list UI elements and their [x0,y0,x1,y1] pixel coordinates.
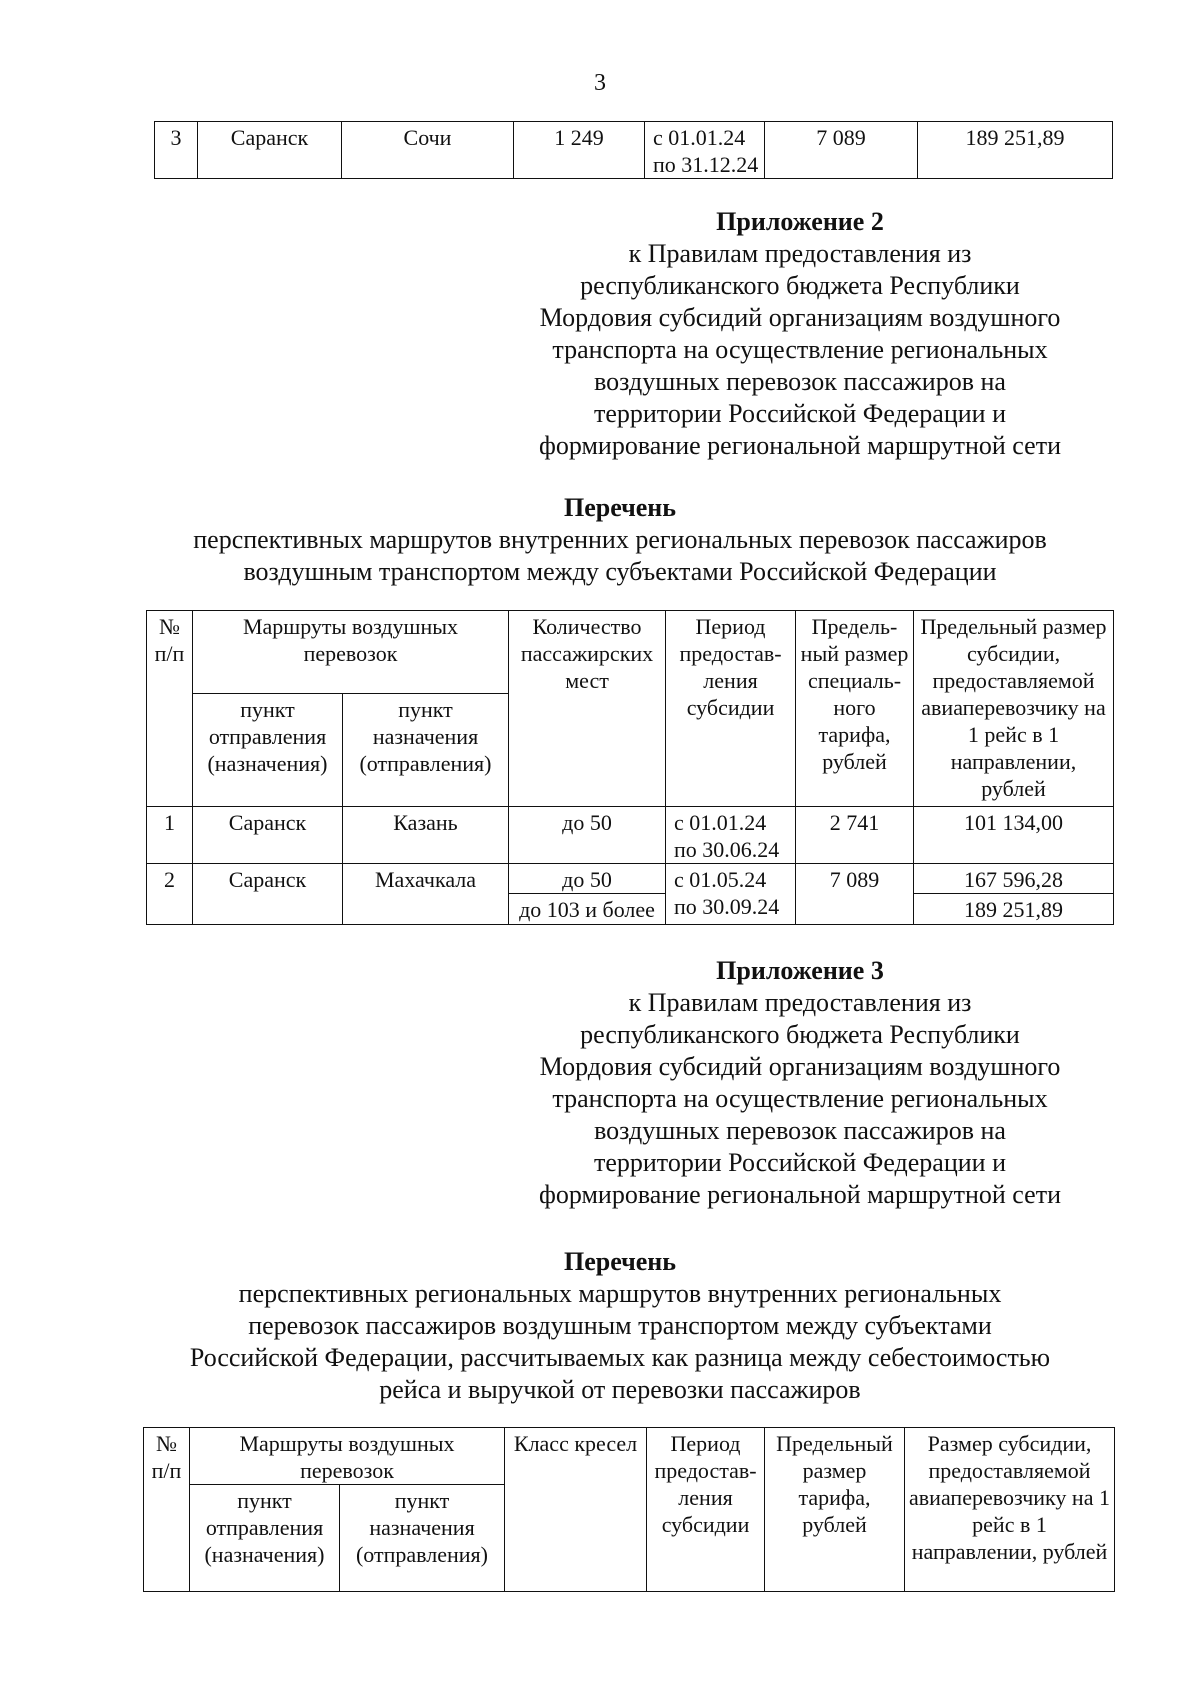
appendix-2-line: территории Российской Федерации и [593,399,1006,428]
cell-tariff: 2 741 [796,807,914,864]
list-3-heading: Перечень [563,1247,677,1276]
header-departure: пункт отправления (назначения) [193,694,343,807]
list-3-line: перевозок пассажиров воздушным транспортом между субъектами [248,1311,992,1340]
table-row [155,122,1113,179]
cell-seats-2: до 103 и более [509,894,666,925]
header-subsidy: Размер субсидии, предоставляемой авиаперевозчику на 1 рейс в 1 направлении, рублей [905,1428,1115,1592]
header-tariff: Предельный размер тарифа, рублей [765,1428,905,1592]
header-routes: Маршруты воздушных перевозок [190,1428,505,1485]
list-2-line: перспективных маршрутов внутренних региональных перевозок пассажиров [193,525,1047,554]
cell-tariff: 7 089 [765,122,918,179]
appendix-3-line: транспорта на осуществление региональных [552,1084,1048,1113]
header-subsidy: Предельный размер субсидии, предоставляемой авиаперевозчику на 1 рейс в 1 направлении, рублей [914,611,1114,807]
cell-no: 1 [147,807,193,864]
list-2-title-block [100,492,1140,588]
cell-no: 3 [155,122,198,179]
cell-period: с 01.01.24 по 30.06.24 [666,807,796,864]
appendix-3-header [500,955,1100,1211]
appendix-3-title: Приложение 3 [716,956,884,985]
cell-seats: до 50 [509,807,666,864]
appendix-2-line: воздушных перевозок пассажиров на [594,367,1006,396]
routes-table-3 [143,1427,1115,1592]
cell-departure: Саранск [193,807,343,864]
cell-destination: Казань [343,807,509,864]
header-row [147,611,1114,694]
continuation-table [154,121,1113,179]
header-destination: пункт назначения (отправления) [343,694,509,807]
cell-subsidy: 101 134,00 [914,807,1114,864]
header-period: Период предостав-ления субсидии [647,1428,765,1592]
routes-table-2 [146,610,1114,925]
appendix-3-line: территории Российской Федерации и [593,1148,1006,1177]
cell-destination: Махачкала [343,864,509,925]
header-seat-class: Класс кресел [505,1428,647,1592]
cell-period: с 01.01.24 по 31.12.24 [645,122,765,179]
cell-subsidy: 167 596,28 [914,864,1114,894]
appendix-2-line: Мордовия субсидий организациям воздушного [539,303,1061,332]
page-number: 3 [594,70,606,96]
table-row [147,864,1114,894]
header-destination: пункт назначения (отправления) [340,1485,505,1592]
header-seats: Количество пассажирских мест [509,611,666,807]
header-row [144,1428,1115,1485]
appendix-2-header [500,206,1100,462]
cell-seats: до 50 [509,864,666,894]
cell-seats: 1 249 [514,122,645,179]
cell-no: 2 [147,864,193,925]
cell-subsidy: 189 251,89 [918,122,1113,179]
appendix-3-line: формирование региональной маршрутной сети [539,1180,1061,1209]
list-3-title-block [100,1246,1140,1406]
header-routes: Маршруты воздушных перевозок [193,611,509,694]
appendix-3-line: республиканского бюджета Республики [580,1020,1020,1049]
appendix-3-line: воздушных перевозок пассажиров на [594,1116,1006,1145]
cell-subsidy-2: 189 251,89 [914,894,1114,925]
appendix-2-line: республиканского бюджета Республики [580,271,1020,300]
list-3-line: рейса и выручкой от перевозки пассажиров [379,1375,861,1404]
header-tariff: Предель-ный размер специаль-ного тарифа, рублей [796,611,914,807]
cell-period: с 01.05.24 по 30.09.24 [666,864,796,925]
table-row [147,807,1114,864]
cell-tariff: 7 089 [796,864,914,925]
header-no: № п/п [147,611,193,807]
header-no: № п/п [144,1428,190,1592]
appendix-2-line: транспорта на осуществление региональных [552,335,1048,364]
list-3-line: Российской Федерации, рассчитываемых как разница между себестоимостью [189,1343,1051,1372]
appendix-2-title: Приложение 2 [716,207,884,236]
list-2-heading: Перечень [563,493,677,522]
appendix-3-line: Мордовия субсидий организациям воздушного [539,1052,1061,1081]
list-2-line: воздушным транспортом между субъектами Российской Федерации [243,557,997,586]
cell-destination: Сочи [342,122,514,179]
header-departure: пункт отправления (назначения) [190,1485,340,1592]
appendix-2-line: к Правилам предоставления из [628,239,972,268]
header-period: Период предостав-ления субсидии [666,611,796,807]
list-3-line: перспективных региональных маршрутов внутренних региональных [238,1279,1002,1308]
appendix-3-line: к Правилам предоставления из [628,988,972,1017]
appendix-2-line: формирование региональной маршрутной сети [539,431,1061,460]
cell-departure: Саранск [193,864,343,925]
cell-departure: Саранск [198,122,342,179]
